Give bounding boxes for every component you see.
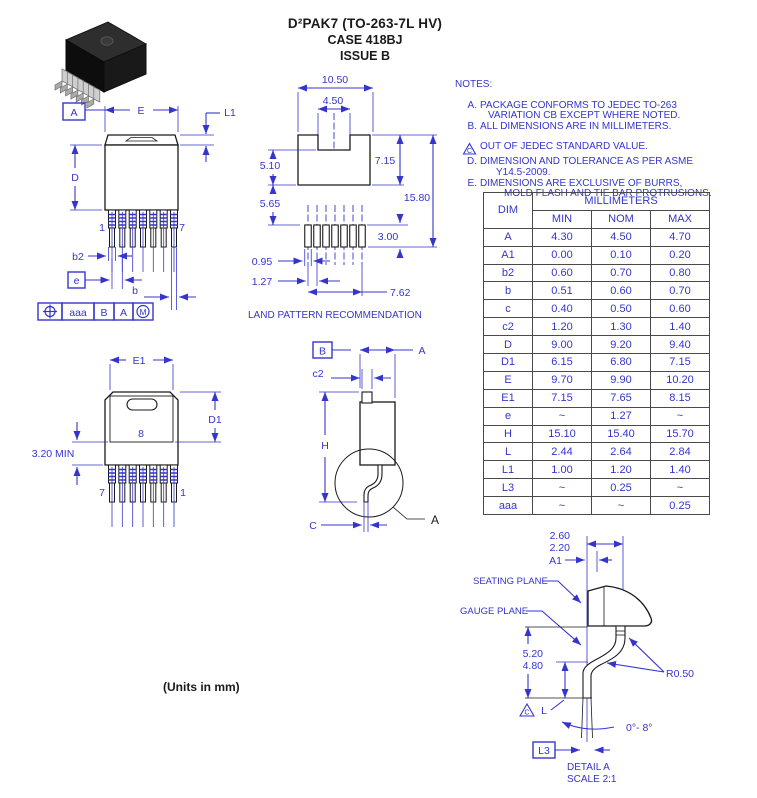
pin-7-label-back: 7 xyxy=(99,487,105,499)
dim-127-label: 1.27 xyxy=(251,276,273,288)
dim-pad-height xyxy=(367,214,408,258)
dim-480-label: 4.80 xyxy=(522,660,543,672)
dim-220-label: 2.20 xyxy=(549,542,570,554)
note-d-text: DIMENSION AND TOLERANCE AS PER ASME xyxy=(480,156,694,167)
dim-a-label: A xyxy=(418,345,426,357)
dim-cell: A1 xyxy=(484,246,533,264)
notes-heading: NOTES: xyxy=(455,79,493,90)
max-cell: 8.15 xyxy=(651,389,710,407)
nom-cell: ~ xyxy=(592,497,651,515)
table-header-dim: DIM xyxy=(484,193,533,229)
dim-cell: D1 xyxy=(484,354,533,372)
dim-c2-label: c2 xyxy=(312,368,324,380)
seating-plane-callout xyxy=(473,576,581,603)
side-view-drawing xyxy=(285,335,463,550)
land-pattern-caption: LAND PATTERN RECOMMENDATION xyxy=(248,310,422,321)
nom-cell: 0.60 xyxy=(592,282,651,300)
table-header-max: MAX xyxy=(651,210,710,228)
units-note: (Units in mm) xyxy=(163,680,240,694)
datum-a-label: A xyxy=(70,107,78,119)
dim-l3-label: L3 xyxy=(538,745,550,757)
dimensions-table xyxy=(483,192,710,515)
table-header-nom: NOM xyxy=(592,210,651,228)
dim-cell: c xyxy=(484,300,533,318)
table-row xyxy=(484,354,710,372)
max-cell: 2.84 xyxy=(651,443,710,461)
min-cell: 0.00 xyxy=(533,246,592,264)
table-row xyxy=(484,336,710,354)
detail-a-caption: DETAIL A xyxy=(567,762,610,773)
dim-h xyxy=(319,392,359,502)
max-cell: 4.70 xyxy=(651,228,710,246)
table-row xyxy=(484,264,710,282)
back-view-drawing xyxy=(25,340,260,535)
dim-260-label: 2.60 xyxy=(549,530,570,542)
dim-762-label: 7.62 xyxy=(390,287,411,299)
note-c-text: OUT OF JEDEC STANDARD VALUE. xyxy=(480,141,648,152)
min-cell: 2.44 xyxy=(533,443,592,461)
angle-callout xyxy=(562,722,653,734)
pin-7-label: 7 xyxy=(179,222,185,234)
detail-a-callout-label: A xyxy=(430,513,440,527)
table-row xyxy=(484,228,710,246)
dim-tab-pad-height xyxy=(372,135,404,185)
table-row xyxy=(484,479,710,497)
datum-a-frame xyxy=(63,103,105,120)
page-title: D²PAK7 (TO-263-7L HV) xyxy=(287,16,443,31)
max-cell: ~ xyxy=(651,407,710,425)
min-cell: 0.51 xyxy=(533,282,592,300)
dim-d1 xyxy=(175,392,222,442)
lead-bend-section xyxy=(582,626,626,738)
svg-text:C: C xyxy=(466,148,473,155)
package-body-outline xyxy=(105,135,178,210)
dim-cell: E xyxy=(484,371,533,389)
lead-side-profile xyxy=(364,465,382,502)
dim-d1-label: D1 xyxy=(208,414,222,426)
dim-l1 xyxy=(180,107,236,162)
max-cell: 1.40 xyxy=(651,318,710,336)
seating-plane-label: SEATING PLANE xyxy=(473,576,548,587)
lead-row xyxy=(109,210,178,272)
max-cell: 7.15 xyxy=(651,354,710,372)
angle-range-label: 0°- 8° xyxy=(626,722,653,734)
dim-a1 xyxy=(549,551,612,572)
dim-l3 xyxy=(533,742,610,758)
table-row xyxy=(484,443,710,461)
dim-a xyxy=(332,345,426,398)
note-d-label: D. xyxy=(467,156,477,167)
nom-cell: 7.65 xyxy=(592,389,651,407)
pin-1-label: 1 xyxy=(99,222,105,234)
min-cell: 15.10 xyxy=(533,425,592,443)
min-cell: 1.00 xyxy=(533,461,592,479)
dim-c-label: C xyxy=(309,520,317,532)
dim-b2-label: b2 xyxy=(72,251,84,263)
dim-cell: b2 xyxy=(484,264,533,282)
tab-hole-indent xyxy=(101,37,113,45)
table-row xyxy=(484,461,710,479)
detail-a-drawing xyxy=(440,530,755,792)
dim-row-span xyxy=(308,265,411,299)
max-cell: 0.70 xyxy=(651,282,710,300)
min-cell: 1.20 xyxy=(533,318,592,336)
dim-cell: b xyxy=(484,282,533,300)
dim-cell: A xyxy=(484,228,533,246)
table-header-millimeters: MILLIMETERS xyxy=(533,193,710,211)
dim-320-min xyxy=(32,422,108,485)
nom-cell: 0.10 xyxy=(592,246,651,264)
dim-cell: L1 xyxy=(484,461,533,479)
min-cell: 9.70 xyxy=(533,371,592,389)
dim-cell: e xyxy=(484,407,533,425)
pin-1-label-back: 1 xyxy=(180,487,186,499)
table-row xyxy=(484,246,710,264)
table-row xyxy=(484,300,710,318)
dim-cell: c2 xyxy=(484,318,533,336)
nom-cell: 6.80 xyxy=(592,354,651,372)
detail-a-scale: SCALE 2:1 xyxy=(567,774,617,785)
package-back-outline xyxy=(105,392,178,465)
dim-cell: D xyxy=(484,336,533,354)
dim-095-label: 0.95 xyxy=(251,256,273,268)
nom-cell: 4.50 xyxy=(592,228,651,246)
dim-c2 xyxy=(312,368,391,389)
table-row xyxy=(484,389,710,407)
datum-b-label: B xyxy=(318,345,327,358)
max-cell: 1.40 xyxy=(651,461,710,479)
max-cell: 0.80 xyxy=(651,264,710,282)
dim-320min-label: 3.20 MIN xyxy=(31,448,75,460)
detail-a-callout xyxy=(393,507,439,527)
note-a-text: PACKAGE CONFORMS TO JEDEC TO-263 xyxy=(480,99,677,111)
gauge-plane-callout xyxy=(460,606,581,645)
nom-cell: 0.25 xyxy=(592,479,651,497)
dim-l1-label: L1 xyxy=(224,107,236,119)
dim-cell: H xyxy=(484,425,533,443)
dim-b-label: b xyxy=(132,285,138,297)
note-b xyxy=(455,122,757,133)
nom-cell: 9.90 xyxy=(592,371,651,389)
min-cell: 9.00 xyxy=(533,336,592,354)
body-corner-section xyxy=(588,586,652,626)
dim-565-label: 5.65 xyxy=(259,198,281,210)
max-cell: 9.40 xyxy=(651,336,710,354)
dim-c xyxy=(309,502,387,532)
max-cell: 0.25 xyxy=(651,497,710,515)
nom-cell: 1.27 xyxy=(592,407,651,425)
dim-d xyxy=(70,145,102,210)
dim-520-label: 5.20 xyxy=(522,648,543,660)
dim-300-label: 3.00 xyxy=(377,231,399,243)
dim-e xyxy=(105,105,178,132)
dim-cell: L xyxy=(484,443,533,461)
dim-pitch xyxy=(252,265,340,288)
package-3d-render xyxy=(28,14,156,108)
dim-450-label: 4.50 xyxy=(322,95,344,107)
dim-715-label: 7.15 xyxy=(374,155,396,167)
note-d-text-2: Y14.5-2009. xyxy=(496,166,551,178)
nom-cell: 1.20 xyxy=(592,461,651,479)
case-number: CASE 418BJ xyxy=(327,33,403,47)
table-header-min: MIN xyxy=(533,210,592,228)
dim-1580-label: 15.80 xyxy=(403,192,431,204)
gauge-plane-label: GAUGE PLANE xyxy=(460,606,529,617)
min-cell: 6.15 xyxy=(533,354,592,372)
datum-b-frame xyxy=(313,342,332,358)
pad-8-label: 8 xyxy=(138,428,144,440)
flag-c-label: C xyxy=(524,709,530,717)
nom-cell: 1.30 xyxy=(592,318,651,336)
lead-row-back xyxy=(109,465,178,527)
position-tolerance-icon xyxy=(43,305,57,319)
dim-gap xyxy=(260,185,300,225)
max-cell: 0.20 xyxy=(651,246,710,264)
table-row xyxy=(484,318,710,336)
min-cell: 4.30 xyxy=(533,228,592,246)
dim-cell: L3 xyxy=(484,479,533,497)
issue-revision: ISSUE B xyxy=(339,49,390,63)
nom-cell: 0.50 xyxy=(592,300,651,318)
max-cell: 0.60 xyxy=(651,300,710,318)
fcf-tolerance-label: aaa xyxy=(69,307,87,319)
table-row xyxy=(484,407,710,425)
max-cell: 15.70 xyxy=(651,425,710,443)
nom-cell: 15.40 xyxy=(592,425,651,443)
radius-r050-label: R0.50 xyxy=(666,668,695,680)
note-e-label: E. xyxy=(467,177,477,189)
dim-1050-label: 10.50 xyxy=(321,74,349,86)
title-block xyxy=(215,16,515,63)
note-a-label: A. xyxy=(467,99,477,111)
dim-b2 xyxy=(72,247,132,263)
nom-cell: 0.70 xyxy=(592,264,651,282)
package-side-profile xyxy=(360,392,395,502)
nom-cell: 9.20 xyxy=(592,336,651,354)
dim-cell: E1 xyxy=(484,389,533,407)
note-e-text: DIMENSIONS ARE EXCLUSIVE OF BURRS, xyxy=(480,177,683,189)
note-c-flag xyxy=(455,142,480,157)
dim-gauge-height xyxy=(523,627,544,698)
table-row xyxy=(484,497,710,515)
min-cell: 7.15 xyxy=(533,389,592,407)
table-row xyxy=(484,425,710,443)
max-cell: ~ xyxy=(651,479,710,497)
tab-slot xyxy=(127,399,157,410)
dim-l-label: L xyxy=(541,705,547,717)
note-e-text-2: MOLD FLASH AND TIE BAR PROTRUSIONS. xyxy=(504,188,712,199)
dim-cell: aaa xyxy=(484,497,533,515)
min-cell: ~ xyxy=(533,479,592,497)
min-cell: 0.60 xyxy=(533,264,592,282)
note-b-text: ALL DIMENSIONS ARE IN MILLIMETERS. xyxy=(480,121,672,132)
nom-cell: 2.64 xyxy=(592,443,651,461)
fcf-datum-a-label: A xyxy=(119,307,128,319)
notes-block xyxy=(455,80,757,200)
dim-d-label: D xyxy=(71,172,79,184)
fcf-datum-b-label: B xyxy=(100,307,108,319)
pad-row xyxy=(305,205,366,265)
dim-510-label: 5.10 xyxy=(259,160,281,172)
note-a-text-2: VARIATION CB EXCEPT WHERE NOTED. xyxy=(488,110,681,121)
front-view-drawing xyxy=(30,98,265,328)
dim-pad-width xyxy=(252,249,330,268)
dim-e1 xyxy=(110,355,173,390)
note-c xyxy=(455,142,757,157)
pitch-e-label: e xyxy=(73,275,80,287)
triangle-flag-icon xyxy=(462,142,477,155)
note-b-label: B. xyxy=(467,121,477,132)
dim-e1-label: E1 xyxy=(132,355,146,367)
dim-lead-projection xyxy=(550,530,623,554)
table-row xyxy=(484,371,710,389)
feature-control-frame xyxy=(38,303,153,320)
fcf-modifier-label: M xyxy=(139,307,147,317)
min-cell: ~ xyxy=(533,407,592,425)
dim-h-label: H xyxy=(321,440,329,452)
table-row xyxy=(484,282,710,300)
land-pattern-drawing xyxy=(240,70,455,325)
dim-a1-label: A1 xyxy=(549,555,562,567)
max-cell: 10.20 xyxy=(651,371,710,389)
min-cell: ~ xyxy=(533,497,592,515)
dim-e-label: E xyxy=(137,105,145,117)
note-d xyxy=(455,157,757,168)
min-cell: 0.40 xyxy=(533,300,592,318)
